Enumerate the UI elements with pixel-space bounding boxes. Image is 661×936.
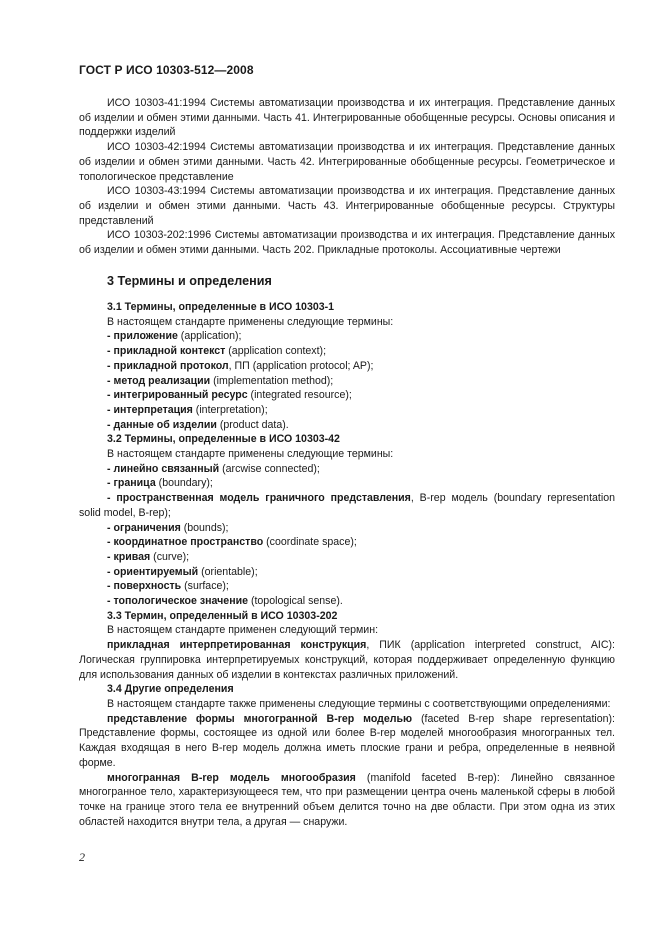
- term-list-item: - кривая (curve);: [107, 550, 190, 563]
- subsection-3-3-intro: В настоящем стандарте применен следующий термин:: [107, 624, 379, 637]
- definition-text: (manifold faceted B-rep): Линейно связанное многогранное тело, характеризующееся тем, что при размещении центра очень маленькой сферы в любой точке на границе этого тела ее внутренний объем делится точно на две области. При этом одна из этих областей находится внутри тела, а другая — снаружи.: [79, 771, 615, 828]
- subsection-3-1-title: 3.1 Термины, определенные в ИСО 10303-1: [107, 301, 335, 313]
- term-definition: [79, 638, 615, 682]
- term: метод реализации: [113, 374, 211, 387]
- term-list-item: - интегрированный ресурс (integrated resource);: [107, 389, 352, 402]
- term: интегрированный ресурс: [113, 389, 248, 402]
- subsection-3-2-intro: В настоящем стандарте применены следующие термины:: [107, 448, 394, 461]
- section-3-body: [79, 300, 615, 829]
- term-rest: (implementation method);: [210, 374, 334, 387]
- term-rest: (bounds);: [180, 521, 229, 534]
- term-rest: (application);: [177, 330, 242, 343]
- section-3-title: 3 Термины и определения: [107, 274, 272, 288]
- term-rest: (topological sense).: [248, 595, 343, 608]
- subsection-3-3-title: 3.3 Термин, определенный в ИСО 10303-202: [107, 609, 338, 622]
- term: пространственная модель граничного представления: [116, 492, 411, 505]
- reference-item: ИСО 10303-42:1994 Системы автоматизации производства и их интеграция. Представление данных об изделии и обмен этими данными. Часть 42. Интегрированные обобщенные ресурсы. Геометрическое и топологическое представление: [79, 141, 615, 183]
- term-rest: (product data).: [216, 418, 289, 431]
- subsection-3-4-title: 3.4 Другие определения: [107, 683, 234, 696]
- term: координатное пространство: [113, 536, 264, 549]
- page-number: 2: [79, 850, 85, 864]
- document-header: ГОСТ Р ИСО 10303-512—2008: [79, 63, 254, 77]
- term: многогранная B-rep модель многообразия: [107, 771, 356, 784]
- subsection-3-1-intro: В настоящем стандарте применены следующие термины:: [107, 315, 394, 328]
- term-list-item: - прикладной контекст (application context);: [107, 345, 327, 358]
- term: приложение: [113, 330, 178, 343]
- term-rest: , B-rep модель (boundary representation solid model, B-rep);: [79, 492, 615, 519]
- reference-item: ИСО 10303-41:1994 Системы автоматизации производства и их интеграция. Представление данных об изделии и обмен этими данными. Часть 41. Интегрированные обобщенные ресурсы. Основы описания и поддержки изделий: [79, 97, 615, 139]
- term: поверхность: [113, 580, 182, 593]
- reference-item: ИСО 10303-43:1994 Системы автоматизации производства и их интеграция. Представление данных об изделии и обмен этими данными. Часть 43. Интегрированные обобщенные ресурсы. Структуры представлений: [79, 185, 615, 227]
- term-definition: [79, 712, 615, 771]
- term: ограничения: [113, 521, 181, 534]
- term-list-item: - пространственная модель граничного представления, B-rep модель (boundary representation solid model, B-rep);: [79, 492, 615, 519]
- definition-text: (faceted B-rep shape representation): Представление формы, состоящее из одной или более B-rep моделей многообразия многогранных тел. Каждая входящая в него B-rep модель должна иметь плоские грани и ребра, определенные в неявной форме.: [79, 712, 615, 769]
- term-rest: (coordinate space);: [263, 536, 357, 549]
- term-list-item: - метод реализации (implementation method);: [107, 374, 334, 387]
- reference-item: ИСО 10303-202:1996 Системы автоматизации производства и их интеграция. Представление данных об изделии и обмен этими данными. Часть 202. Прикладные протоколы. Ассоциативные чертежи: [79, 229, 615, 257]
- term: прикладной контекст: [113, 345, 226, 358]
- term-list-item: - ограничения (bounds);: [107, 521, 229, 534]
- term: данные об изделии: [113, 418, 217, 431]
- subsection-3-4-intro: В настоящем стандарте также применены следующие термины с соответствующими определениями:: [107, 697, 611, 710]
- term-rest: (integrated resource);: [247, 389, 352, 402]
- term-list-item: - ориентируемый (orientable);: [107, 565, 258, 578]
- term-definition: [79, 771, 615, 830]
- term-rest: (arcwise connected);: [219, 462, 320, 475]
- term-list-item: - граница (boundary);: [107, 477, 213, 490]
- term-rest: (application context);: [225, 345, 327, 358]
- term-list-item: - координатное пространство (coordinate space);: [107, 536, 357, 549]
- term: граница: [113, 477, 156, 490]
- term-rest: (orientable);: [198, 565, 258, 578]
- term: ориентируемый: [113, 565, 199, 578]
- subsection-3-2-title: 3.2 Термины, определенные в ИСО 10303-42: [107, 433, 340, 446]
- term: прикладная интерпретированная конструкция: [107, 639, 367, 652]
- term-list-item: - поверхность (surface);: [107, 580, 229, 593]
- term: представление формы многогранной B-rep моделью: [107, 712, 413, 725]
- term-rest: , ПП (application protocol; AP);: [228, 359, 374, 372]
- definition-text: , ПИК (application interpreted construct, AIC): Логическая группировка интерпретируемых конструкций, которая поддерживает определенную функцию для использования данных об изделии в контекстах различных приложений.: [79, 639, 615, 681]
- term: кривая: [113, 550, 151, 563]
- term-list-item: - линейно связанный (arcwise connected);: [107, 462, 320, 475]
- term-list-item: - интерпретация (interpretation);: [107, 403, 268, 416]
- term: линейно связанный: [113, 462, 220, 475]
- term-rest: (boundary);: [155, 477, 213, 490]
- term-list-item: - прикладной протокол, ПП (application protocol; AP);: [107, 359, 374, 372]
- normative-references: [79, 96, 615, 258]
- term-list-item: - топологическое значение (topological sense).: [107, 595, 343, 608]
- term-rest: (curve);: [150, 550, 190, 563]
- term-list-item: - данные об изделии (product data).: [107, 418, 289, 431]
- term: интерпретация: [113, 403, 193, 416]
- term-rest: (surface);: [181, 580, 229, 593]
- term: топологическое значение: [113, 595, 248, 608]
- term-rest: (interpretation);: [192, 403, 268, 416]
- term-list-item: - приложение (application);: [107, 330, 242, 343]
- term: прикладной протокол: [113, 359, 229, 372]
